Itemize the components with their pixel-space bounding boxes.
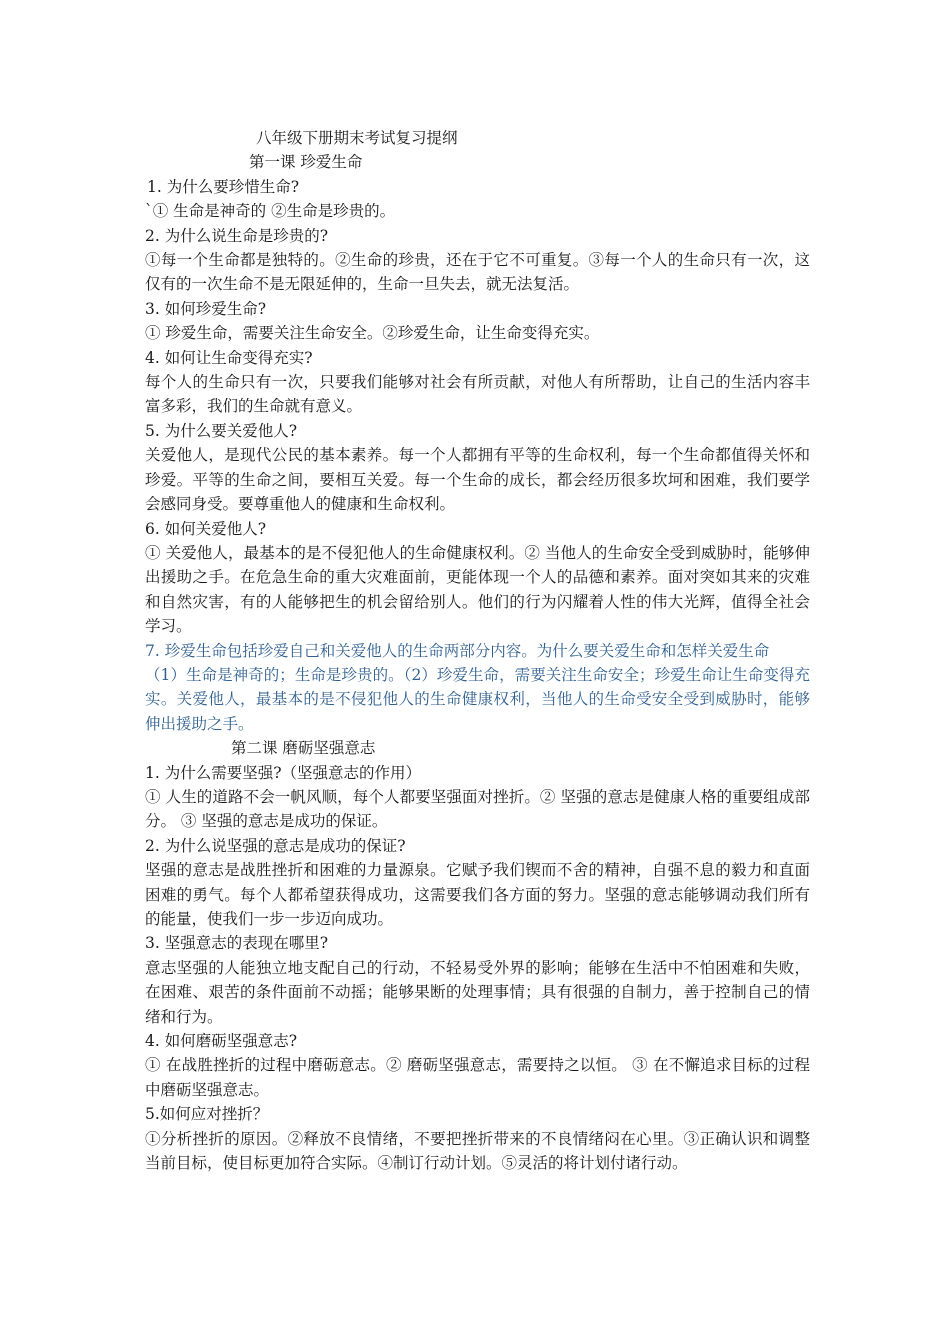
lesson-1-answer-6: ① 关爱他人，最基本的是不侵犯他人的生命健康权利。② 当他人的生命安全受到威胁时，能够伸出援助之手。在危急生命的重大灾难面前，更能体现一个人的品德和素养。面对突如其来的灾难和自然灾害，有的人能够把生的机会留给别人。他们的行为闪耀着人性的伟大光辉，值得全社会学习。: [145, 543, 810, 636]
lesson-2-heading: 第二课 磨砺坚强意志: [231, 739, 376, 758]
lesson-1-answer-3: ① 珍爱生命，需要关注生命安全。②珍爱生命，让生命变得充实。: [145, 324, 600, 343]
lesson-1-answer-1: `① 生命是神奇的 ②生命是珍贵的。: [145, 202, 396, 221]
lesson-2-question-2: 2. 为什么说坚强的意志是成功的保证?: [145, 836, 406, 855]
lesson-1-answer-5: 关爱他人，是现代公民的基本素养。每一个人都拥有平等的生命权利，每一个生命都值得关怀和珍爱。平等的生命之间，要相互关爱。每一个生命的成长，都会经历很多坎坷和困难，我们要学会感同身受。要尊重他人的健康和生命权利。: [145, 446, 810, 514]
lesson-1-question-3: 3. 如何珍爱生命?: [145, 299, 267, 318]
lesson-2-answer-1: ① 人生的道路不会一帆风顺，每个人都要坚强面对挫折。② 坚强的意志是健康人格的重要组成部分。 ③ 坚强的意志是成功的保证。: [145, 787, 810, 831]
document-title: 八年级下册期末考试复习提纲: [256, 129, 458, 147]
lesson-1-question-4: 4. 如何让生命变得充实?: [145, 348, 313, 367]
lesson-1-question-7: 7. 珍爱生命包括珍爱自己和关爱他人的生命两部分内容。为什么要关爱生命和怎样关爱生命: [145, 641, 770, 660]
document-body: [145, 126, 810, 1175]
lesson-2-question-3: 3. 坚强意志的表现在哪里?: [145, 934, 329, 953]
lesson-1-question-6: 6. 如何关爱他人?: [145, 519, 267, 538]
lesson-1-heading: 第一课 珍爱生命: [249, 153, 363, 172]
lesson-2-answer-2: 坚强的意志是战胜挫折和困难的力量源泉。它赋予我们锲而不舍的精神，自强不息的毅力和直面困难的勇气。每个人都希望获得成功，这需要我们各方面的努力。坚强的意志能够调动我们所有的能量，使我们一步一步迈向成功。: [145, 861, 810, 928]
lesson-2-answer-4: ① 在战胜挫折的过程中磨砺意志。② 磨砺坚强意志，需要持之以恒。 ③ 在不懈追求目标的过程中磨砺坚强意志。: [145, 1056, 810, 1099]
lesson-2-answer-5: ①分析挫折的原因。②释放不良情绪，不要把挫折带来的不良情绪闷在心里。③正确认识和调整当前目标，使目标更加符合实际。④制订行动计划。⑤灵活的将计划付诸行动。: [145, 1129, 810, 1173]
lesson-1-answer-7: （1）生命是神奇的；生命是珍贵的。（2）珍爱生命，需要关注生命安全；珍爱生命让生命变得充实。关爱他人，最基本的是不侵犯他人的生命健康权利，当他人的生命受安全受到威胁时，能够伸出援助之手。: [145, 665, 810, 733]
lesson-1-answer-4: 每个人的生命只有一次，只要我们能够对社会有所贡献，对他人有所帮助，让自己的生活内容丰富多彩，我们的生命就有意义。: [145, 373, 810, 416]
lesson-1-question-5: 5. 为什么要关爱他人?: [145, 421, 298, 440]
lesson-2-question-5: 5.如何应对挫折？: [145, 1105, 269, 1124]
lesson-1-question-1: 1. 为什么要珍惜生命?: [147, 177, 300, 196]
lesson-2-question-1: 1. 为什么需要坚强?（坚强意志的作用）: [145, 763, 422, 782]
lesson-2-answer-3: 意志坚强的人能独立地支配自己的行动，不轻易受外界的影响；能够在生活中不怕困难和失败，在困难、艰苦的条件面前不动摇；能够果断的处理事情；具有很强的自制力，善于控制自己的情绪和行为。: [145, 958, 810, 1026]
lesson-2-question-4: 4. 如何磨砺坚强意志?: [145, 1032, 298, 1051]
lesson-1-question-2: 2. 为什么说生命是珍贵的?: [145, 226, 329, 245]
lesson-1-answer-2: ①每一个生命都是独特的。②生命的珍贵，还在于它不可重复。③每一个人的生命只有一次，这仅有的一次生命不是无限延伸的，生命一旦失去，就无法复活。: [145, 251, 810, 294]
